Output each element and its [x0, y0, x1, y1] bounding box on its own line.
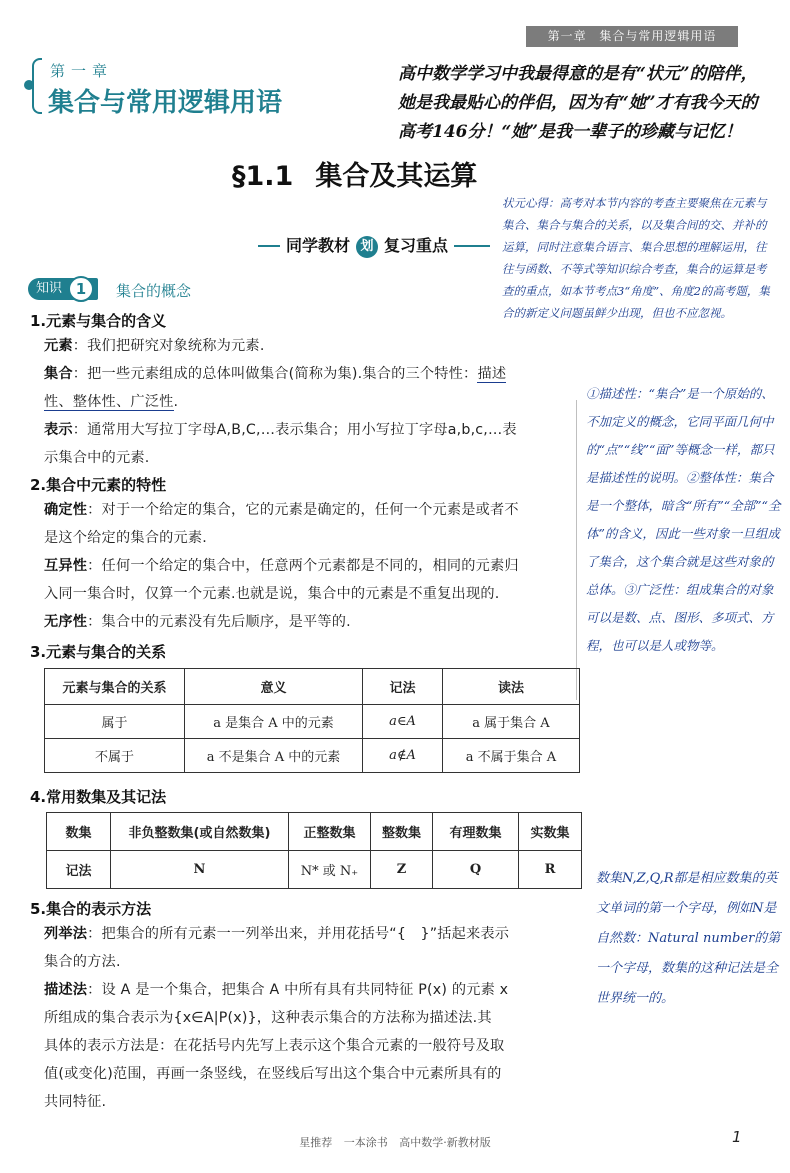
table-cell: a∉A	[363, 739, 443, 773]
relation-table	[44, 668, 580, 773]
table-cell: 记法	[47, 851, 111, 889]
running-header-name: 集合与常用逻辑用语	[599, 29, 717, 43]
text-representation-1: ：通常用大写拉丁字母A,B,C,…表示集合；用小写拉丁字母a,b,c,…表	[72, 422, 517, 438]
footer-subject: 高中数学·新教材版	[399, 1136, 491, 1149]
text-unordered: ：集合中的元素没有先后顺序，是平等的.	[87, 614, 351, 630]
text-representation-2: 示集合中的元素.	[44, 450, 150, 466]
term-element: 元素	[44, 338, 73, 354]
page-footer	[0, 1134, 790, 1150]
paragraph-definiteness	[44, 496, 589, 552]
term-description: 描述法	[44, 982, 88, 998]
knowledge-number: 1	[68, 276, 94, 302]
banner-text	[280, 232, 454, 260]
chapter-title: 集合与常用逻辑用语	[48, 88, 283, 118]
table-cell: 不属于	[45, 739, 185, 773]
running-header-chapter: 第一章	[547, 29, 587, 43]
running-header	[526, 26, 738, 47]
table-cell: N* 或 N₊	[289, 851, 371, 889]
text-description-3: 具体的表示方法是：在花括号内先写上表示这个集合元素的一般符号及取	[44, 1038, 505, 1054]
paragraph-enumeration	[44, 920, 589, 976]
text-description-4: 值(或变化)范围，再画一条竖线，在竖线后写出这个集合中元素所具有的	[44, 1066, 502, 1082]
underline-properties-1: 描述	[477, 366, 507, 382]
table-header-row	[47, 813, 582, 851]
knowledge-title: 集合的概念	[116, 282, 192, 300]
table-cell: a 是集合 A 中的元素	[185, 705, 363, 739]
table-header: 记法	[363, 669, 443, 705]
table-cell: a 不是集合 A 中的元素	[185, 739, 363, 773]
text-enumeration-1: ：把集合的所有元素一一列举出来，并用花括号“{ }”括起来表示	[87, 926, 510, 942]
section-title	[232, 154, 499, 193]
handwritten-note-bottom: 数集N,Z,Q,R都是相应数集的英文单词的第一个字母，例如N是自然数：Natural number的第一个字母，数集的这种记法是全世界统一的。	[596, 871, 781, 1006]
table-cell: R	[519, 851, 582, 889]
banner-right: 复习重点	[384, 236, 449, 255]
text-distinctness-1: ：任何一个给定的集合中，任意两个元素都是不同的，相同的元素归	[87, 558, 519, 574]
table-header: 数集	[47, 813, 111, 851]
table-cell: Z	[371, 851, 433, 889]
banner-badge: 划	[356, 236, 378, 258]
table-cell: N	[111, 851, 289, 889]
table-row	[45, 739, 580, 773]
underline-properties-2: 性、整体性、广泛性	[44, 394, 174, 410]
handwritten-note-right: 状元心得：高考对本节内容的考查主要聚焦在元素与集合、集合与集合的关系，以及集合间的交、并补的运算，同时注意集合语言、集合思想的理解运用，往往与函数、不等式等知识综合考查，集合的运算是考查的重点，如本节考点3“角度”、角度2的高考题，集合的新定义问题虽鲜少出现，但也不应忽视。	[502, 196, 770, 320]
chapter-dot-icon	[24, 80, 34, 90]
paragraph-description	[44, 976, 589, 1116]
text-definiteness-1: ：对于一个给定的集合，它的元素是确定的，任何一个元素是或者不	[87, 502, 519, 518]
paragraph-element	[44, 332, 589, 360]
table-header: 正整数集	[289, 813, 371, 851]
footer-brand: 星推荐	[299, 1136, 333, 1149]
table-row	[45, 705, 580, 739]
table-header: 非负整数集(或自然数集)	[111, 813, 289, 851]
knowledge-label: 知识	[36, 281, 63, 296]
table-header-row	[45, 669, 580, 705]
paragraph-distinctness	[44, 552, 589, 608]
table-cell: 属于	[45, 705, 185, 739]
paragraph-set	[44, 360, 589, 416]
text-description-2: 所组成的集合表示为{x∈A|P(x)}，这种表示集合的方法称为描述法.其	[44, 1010, 492, 1026]
banner-left: 同学教材	[286, 236, 351, 255]
text-enumeration-2: 集合的方法.	[44, 954, 121, 970]
handwritten-note-mid: ①描述性：“集合”是一个原始的、不加定义的概念，它同平面几何中的“点”“线”“面”等概念一样，都只是描述性的说明。②整体性：集合是一个整体，暗含“所有”“全部”“全体”的含义，因此一些对象一旦组成了集合，这个集合就是这些对象的总体。③广泛性：组成集合的对象可以是数、点、图形、多项式、方程，也可以是人或物等。	[586, 386, 781, 653]
heading-4: 4.常用数集及其记法	[30, 788, 167, 806]
table-cell: Q	[433, 851, 519, 889]
table-header: 实数集	[519, 813, 582, 851]
footer-series: 一本涂书	[343, 1136, 388, 1149]
table-header: 元素与集合的关系	[45, 669, 185, 705]
text-description-5: 共同特征.	[44, 1094, 107, 1110]
text-definiteness-2: 是这个给定的集合的元素.	[44, 530, 207, 546]
text-set-end: .	[173, 394, 179, 410]
table-header: 读法	[443, 669, 580, 705]
knowledge-badge	[28, 278, 98, 300]
term-definiteness: 确定性	[44, 502, 88, 518]
study-banner	[258, 232, 490, 260]
text-set: ：把一些元素组成的总体叫做集合(简称为集).集合的三个特性：	[72, 366, 478, 382]
paragraph-representation	[44, 416, 589, 472]
term-enumeration: 列举法	[44, 926, 88, 942]
table-cell: a∈A	[363, 705, 443, 739]
text-distinctness-2: 入同一集合时，仅算一个元素.也就是说，集合中的元素是不重复出现的.	[44, 586, 500, 602]
heading-2: 2.集合中元素的特性	[30, 476, 167, 494]
heading-1: 1.元素与集合的含义	[30, 312, 167, 330]
heading-3: 3.元素与集合的关系	[30, 643, 167, 661]
table-cell: a 不属于集合 A	[443, 739, 580, 773]
number-set-table	[46, 812, 582, 889]
term-unordered: 无序性	[44, 614, 88, 630]
term-distinctness: 互异性	[44, 558, 88, 574]
paragraph-unordered	[44, 608, 589, 636]
table-cell: a 属于集合 A	[443, 705, 580, 739]
text-description-1: ：设 A 是一个集合，把集合 A 中所有具有共同特征 P(x) 的元素 x	[87, 982, 509, 998]
term-representation: 表示	[44, 422, 73, 438]
chapter-label: 第一章	[50, 62, 114, 80]
section-name: 集合及其运算	[315, 161, 478, 192]
table-header: 意义	[185, 669, 363, 705]
text-element: ：我们把研究对象统称为元素.	[72, 338, 265, 354]
table-row	[47, 851, 582, 889]
heading-5: 5.集合的表示方法	[30, 900, 152, 918]
handwritten-note-top: 高中数学学习中我最得意的是有“状元”的陪伴，她是我最贴心的伴侣，因为有“她”才有我今天的高考146分！“她”是我一辈子的珍藏与记忆！	[398, 64, 758, 142]
section-number: §1.1	[232, 161, 294, 192]
term-set: 集合	[44, 366, 73, 382]
page-number: 1	[732, 1128, 742, 1146]
table-header: 整数集	[371, 813, 433, 851]
table-header: 有理数集	[433, 813, 519, 851]
